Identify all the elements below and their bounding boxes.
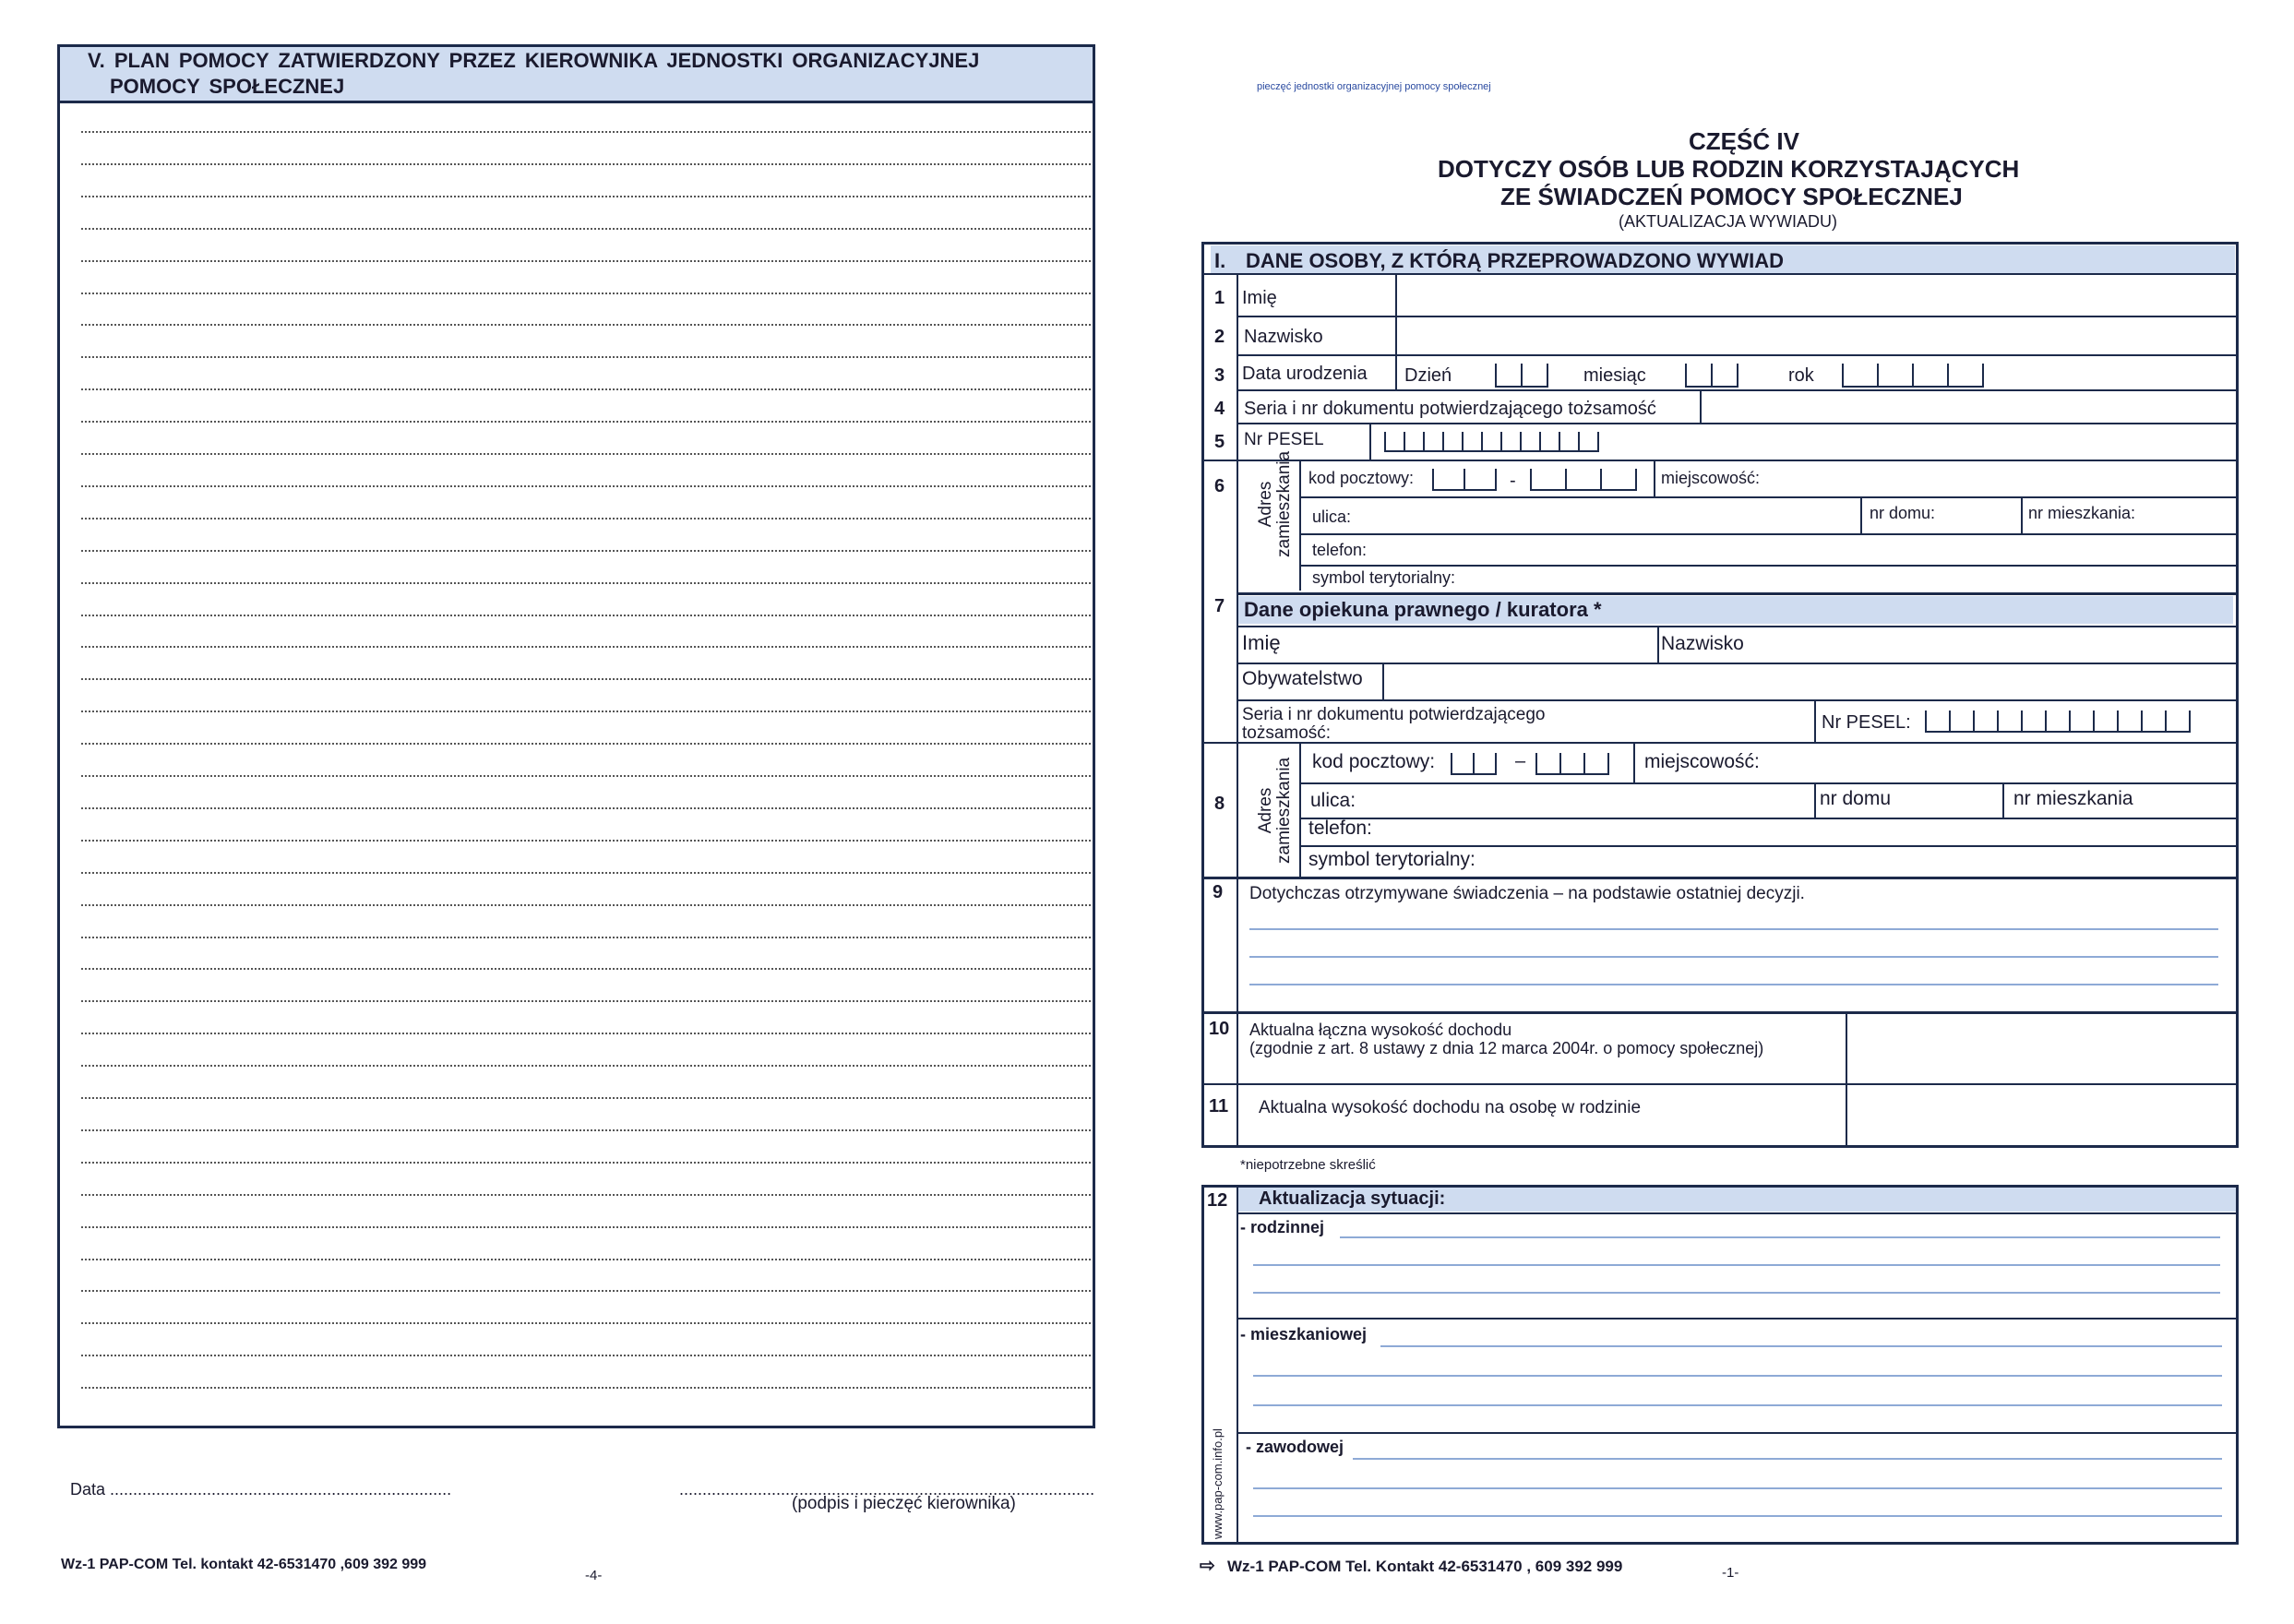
plan-writing-line[interactable] — [81, 131, 1091, 133]
plan-writing-line[interactable] — [81, 1162, 1091, 1164]
row11-input[interactable] — [1847, 1085, 2233, 1144]
row8-num: 8 — [1214, 794, 1225, 814]
row7-num: 7 — [1214, 596, 1225, 616]
rule — [1201, 742, 2239, 744]
rule — [1814, 782, 1816, 818]
row1-num: 1 — [1214, 288, 1225, 308]
row2-input[interactable] — [1397, 317, 2233, 352]
row6-postal-label: kod pocztowy: — [1308, 469, 1415, 487]
plan-writing-line[interactable] — [81, 904, 1091, 906]
pesel-digit-box[interactable] — [2021, 710, 2045, 733]
plan-writing-line[interactable] — [81, 743, 1091, 745]
row8-side-line1: Adres — [1256, 787, 1275, 834]
pesel-digit-box[interactable] — [1423, 432, 1442, 452]
row8-side-line2: zamieszkania — [1274, 757, 1294, 864]
pesel-digit-box[interactable] — [1949, 710, 1973, 733]
rule — [1237, 354, 2239, 356]
row5-label: Nr PESEL — [1244, 430, 1324, 449]
housing-line[interactable] — [1380, 1345, 2222, 1347]
plan-writing-line[interactable] — [81, 1097, 1091, 1099]
pesel-digit-box[interactable] — [1925, 710, 1949, 733]
rule — [1237, 1187, 1238, 1545]
row8-side-label — [1257, 758, 1294, 864]
pesel-digit-box[interactable] — [1462, 432, 1481, 452]
row9-line[interactable] — [1249, 956, 2218, 958]
pesel-digit-box[interactable] — [1384, 432, 1404, 452]
title-line3: ZE ŚWIADCZEŃ POMOCY SPOŁECZNEJ — [1500, 183, 1963, 210]
plan-writing-line[interactable] — [81, 1322, 1091, 1324]
right-page-number: -1- — [1722, 1565, 1739, 1581]
row9-line[interactable] — [1249, 928, 2218, 930]
rule — [1299, 460, 1301, 591]
pesel-digit-box[interactable] — [1973, 710, 1997, 733]
pesel-digit-box[interactable] — [1997, 710, 2021, 733]
plan-writing-line[interactable] — [81, 678, 1091, 680]
row2-label: Nazwisko — [1244, 327, 1323, 347]
pesel-digit-box[interactable] — [2117, 710, 2141, 733]
work-line[interactable] — [1253, 1487, 2222, 1489]
plan-writing-line[interactable] — [81, 1194, 1091, 1196]
row8-postal-label: kod pocztowy: — [1312, 751, 1436, 772]
plan-writing-line[interactable] — [81, 388, 1091, 390]
rule — [1237, 1318, 2239, 1320]
rule — [1395, 354, 1397, 389]
row4-input[interactable] — [1702, 391, 2233, 421]
pesel-digit-box[interactable] — [2045, 710, 2069, 733]
row6-side-line2: zamieszkania — [1274, 450, 1294, 557]
plan-writing-line[interactable] — [81, 356, 1091, 358]
pesel-digit-box[interactable] — [1559, 432, 1578, 452]
pesel-digit-box[interactable] — [2165, 710, 2191, 733]
row6-side-line1: Adres — [1256, 481, 1275, 528]
row9-num: 9 — [1213, 882, 1224, 902]
rule — [1299, 818, 2239, 819]
right-footer-arrow: ⇨ — [1200, 1556, 1215, 1576]
rule — [1237, 592, 2239, 595]
row6-street-label: ulica: — [1312, 508, 1352, 526]
plan-writing-line[interactable] — [81, 421, 1091, 423]
rule — [1299, 742, 1301, 877]
rule — [1369, 423, 1371, 460]
housing-line[interactable] — [1253, 1375, 2222, 1377]
signature-dots[interactable]: .......................................................................................... — [679, 1480, 1095, 1499]
section1-title: DANE OSOBY, Z KTÓRĄ PRZEPROWADZONO WYWIAD — [1246, 249, 1784, 272]
row7-pesel-label: Nr PESEL: — [1822, 712, 1911, 733]
rule — [1814, 699, 1816, 742]
plan-header — [60, 47, 1093, 103]
date-field[interactable]: Data .......................................................................... — [70, 1480, 452, 1499]
row7-title: Dane opiekuna prawnego / kuratora * — [1244, 598, 1602, 621]
pesel-digit-box[interactable] — [1500, 432, 1520, 452]
plan-writing-line[interactable] — [81, 453, 1091, 455]
plan-writing-line[interactable] — [81, 872, 1091, 874]
row10-input[interactable] — [1847, 1014, 2233, 1082]
row3-num: 3 — [1214, 365, 1225, 386]
right-footer: Wz-1 PAP-COM Tel. Kontakt 42-6531470 , 609 392 999 — [1227, 1558, 1623, 1575]
row4-num: 4 — [1214, 399, 1225, 419]
pesel-digit-box[interactable] — [1442, 432, 1462, 452]
row9-line[interactable] — [1249, 984, 2218, 985]
plan-writing-line[interactable] — [81, 293, 1091, 294]
rule — [1237, 626, 2239, 627]
plan-writing-line[interactable] — [81, 1387, 1091, 1389]
row6-postal-a[interactable] — [1432, 469, 1497, 491]
pesel-digit-box[interactable] — [2069, 710, 2093, 733]
row3-month-label: miesiąc — [1583, 365, 1646, 386]
row8-city-label: miejscowość: — [1644, 751, 1760, 772]
plan-writing-line[interactable] — [81, 1259, 1091, 1260]
pesel-digit-box[interactable] — [1481, 432, 1500, 452]
plan-writing-line[interactable] — [81, 937, 1091, 938]
plan-writing-line[interactable] — [81, 518, 1091, 519]
row6-num: 6 — [1214, 476, 1225, 496]
year-boxes[interactable] — [1842, 364, 1984, 388]
row8-postal-a[interactable] — [1451, 753, 1497, 775]
plan-writing-line[interactable] — [81, 1129, 1091, 1131]
row11-label: Aktualna wysokość dochodu na osobę w rodzinie — [1259, 1098, 1642, 1117]
plan-writing-line[interactable] — [81, 646, 1091, 648]
pesel-digit-box[interactable] — [2141, 710, 2165, 733]
row7-pesel-boxes[interactable] — [1925, 710, 2191, 734]
row8-postal-b[interactable] — [1535, 753, 1609, 775]
row2-num: 2 — [1214, 327, 1225, 347]
signature-label: (podpis i pieczęć kierownika) — [792, 1494, 1016, 1513]
row12-title: Aktualizacja sytuacji: — [1259, 1188, 1446, 1209]
row1-input[interactable] — [1397, 275, 2233, 314]
rule — [1657, 626, 1659, 663]
row7-doc-line1: Seria i nr dokumentu potwierdzającego — [1242, 705, 1546, 724]
plan-writing-line[interactable] — [81, 840, 1091, 842]
left-page-number: -4- — [585, 1568, 603, 1583]
row8-phone-label: telefon: — [1308, 818, 1372, 839]
left-footer: Wz-1 PAP-COM Tel. kontakt 42-6531470 ,609 392 999 — [61, 1557, 427, 1572]
row11-num: 11 — [1209, 1096, 1229, 1116]
footnote: *niepotrzebne skreślić — [1240, 1157, 1376, 1173]
row6-phone-label: telefon: — [1312, 541, 1368, 559]
row6-postal-b[interactable] — [1530, 469, 1637, 491]
rule — [2002, 782, 2004, 818]
row8-house-label: nr domu — [1820, 788, 1892, 809]
situation-panel — [1201, 1185, 2239, 1545]
row10-num: 10 — [1209, 1019, 1230, 1039]
pesel-digit-box[interactable] — [1520, 432, 1539, 452]
row8-flat-label: nr mieszkania — [2013, 788, 2133, 809]
rule — [1299, 533, 2239, 535]
plan-writing-line[interactable] — [81, 324, 1091, 326]
rule — [1201, 877, 2239, 879]
title-line2: DOTYCZY OSÓB LUB RODZIN KORZYSTAJĄCYCH — [1438, 155, 2020, 183]
plan-writing-line[interactable] — [81, 615, 1091, 616]
plan-writing-line[interactable] — [81, 550, 1091, 552]
row10-label1: Aktualna łączna wysokość dochodu — [1249, 1021, 1512, 1039]
pesel-boxes[interactable] — [1384, 432, 1599, 452]
rule — [1299, 845, 2239, 847]
row6-flat-label: nr mieszkania: — [2028, 504, 2136, 522]
day-boxes[interactable] — [1495, 364, 1548, 388]
rule — [1201, 460, 2239, 461]
website-label: www.pap-com.info.pl — [1211, 1428, 1225, 1539]
plan-writing-line[interactable] — [81, 807, 1091, 809]
family-line[interactable] — [1253, 1292, 2220, 1294]
rule — [2021, 496, 2023, 533]
row9-label: Dotychczas otrzymywane świadczenia – na podstawie ostatniej decyzji. — [1249, 884, 1805, 903]
plan-writing-line[interactable] — [81, 1065, 1091, 1067]
section1-num: I. — [1214, 249, 1226, 272]
row3-label: Data urodzenia — [1242, 364, 1368, 384]
plan-writing-line[interactable] — [81, 228, 1091, 230]
plan-writing-line[interactable] — [81, 775, 1091, 777]
plan-writing-line[interactable] — [81, 1033, 1091, 1034]
rule — [1237, 699, 2239, 701]
rule — [1237, 1432, 2239, 1434]
rule — [1299, 565, 2239, 567]
plan-writing-line[interactable] — [81, 1290, 1091, 1292]
plan-writing-line[interactable] — [81, 260, 1091, 262]
row6-house-label: nr domu: — [1870, 504, 1936, 522]
pesel-digit-box[interactable] — [1404, 432, 1423, 452]
pesel-digit-box[interactable] — [1578, 432, 1599, 452]
plan-writing-line[interactable] — [81, 710, 1091, 712]
work-line[interactable] — [1353, 1458, 2222, 1460]
row12-work-label: - zawodowej — [1246, 1438, 1344, 1456]
row12-housing-label: - mieszkaniowej — [1240, 1325, 1368, 1343]
month-boxes[interactable] — [1685, 364, 1738, 388]
row8-postal-dash: – — [1515, 751, 1526, 771]
plan-writing-line[interactable] — [81, 1226, 1091, 1228]
pesel-digit-box[interactable] — [1539, 432, 1559, 452]
plan-writing-line[interactable] — [81, 196, 1091, 197]
row3-day-label: Dzień — [1404, 365, 1452, 386]
plan-writing-line[interactable] — [81, 485, 1091, 487]
rule — [1654, 460, 1655, 496]
row5-num: 5 — [1214, 432, 1225, 452]
rule — [1860, 496, 1862, 533]
row4-label: Seria i nr dokumentu potwierdzającego tożsamość — [1244, 399, 1656, 419]
plan-writing-line[interactable] — [81, 1000, 1091, 1002]
plan-panel — [57, 44, 1095, 1428]
row7-surname-label: Nazwisko — [1661, 633, 1744, 654]
stamp-label: pieczęć jednostki organizacyjnej pomocy społecznej — [1257, 81, 1491, 92]
plan-title-line1: V. PLAN POMOCY ZATWIERDZONY PRZEZ KIEROWNIKA JEDNOSTKI ORGANIZACYJNEJ — [88, 49, 980, 72]
family-line[interactable] — [1340, 1236, 2220, 1238]
work-line[interactable] — [1253, 1515, 2222, 1517]
title-part: CZĘŚĆ IV — [1689, 127, 1799, 155]
row6-postal-dash: - — [1510, 471, 1516, 491]
rule — [1299, 782, 2239, 784]
title-sub: (AKTUALIZACJA WYWIADU) — [1619, 212, 1838, 231]
plan-writing-line[interactable] — [81, 1355, 1091, 1356]
pesel-digit-box[interactable] — [2093, 710, 2117, 733]
row6-side-label — [1257, 451, 1294, 557]
row12-num: 12 — [1207, 1190, 1228, 1211]
plan-title-line2: POMOCY SPOŁECZNEJ — [110, 75, 345, 98]
row7-name-label: Imię — [1242, 631, 1281, 654]
row8-terr-label: symbol terytorialny: — [1308, 849, 1476, 870]
row8-street-label: ulica: — [1310, 790, 1356, 811]
rule — [1299, 496, 2239, 498]
family-line[interactable] — [1253, 1264, 2220, 1266]
row12-family-label: - rodzinnej — [1240, 1218, 1324, 1236]
row10-label2: (zgodnie z art. 8 ustawy z dnia 12 marca 2004r. o pomocy społecznej) — [1249, 1039, 1764, 1057]
housing-line[interactable] — [1253, 1404, 2222, 1406]
row6-city-label: miejscowość: — [1661, 469, 1761, 487]
row6-terr-label: symbol terytorialny: — [1312, 568, 1456, 587]
plan-writing-line[interactable] — [81, 582, 1091, 584]
row7-citizen-label: Obywatelstwo — [1242, 668, 1363, 689]
row7-doc-line2: tożsamość: — [1242, 723, 1332, 743]
plan-writing-line[interactable] — [81, 163, 1091, 165]
row1-label: Imię — [1242, 288, 1277, 308]
rule — [1237, 1212, 2239, 1214]
row7-citizen-input[interactable] — [1384, 664, 2233, 698]
row3-year-label: rok — [1788, 365, 1814, 386]
rule — [1633, 742, 1635, 784]
rule — [1237, 423, 2239, 424]
num-column-divider — [1237, 273, 1238, 1148]
plan-writing-line[interactable] — [81, 968, 1091, 970]
